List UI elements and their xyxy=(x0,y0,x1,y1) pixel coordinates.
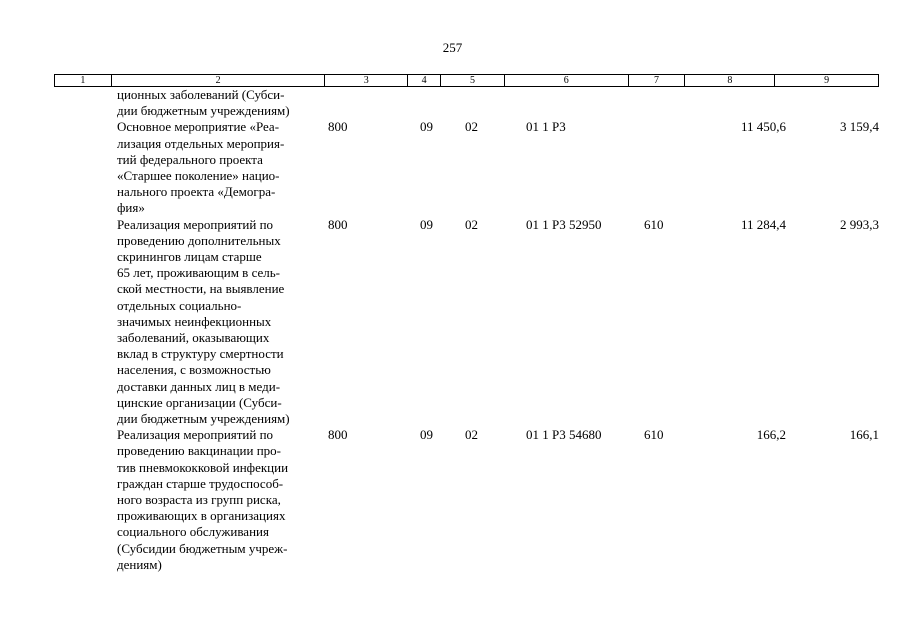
row-amount-8: 166,2 xyxy=(756,427,786,443)
column-header-1: 1 xyxy=(55,75,112,86)
row-code-7: 610 xyxy=(644,216,664,232)
row-code-7: 610 xyxy=(644,427,664,443)
row-code-6: 01 1 P3 54680 xyxy=(526,427,602,443)
row-code-4: 09 xyxy=(420,427,433,443)
column-header-9: 9 xyxy=(824,75,830,86)
column-header-6: 6 xyxy=(505,75,629,86)
row-code-5: 02 xyxy=(465,216,478,232)
row-code-4: 09 xyxy=(420,119,433,135)
table-row xyxy=(117,217,879,428)
table-row xyxy=(117,119,879,216)
table-body xyxy=(117,87,879,573)
row-amount-9: 2 993,3 xyxy=(840,216,879,232)
row-name: Основное мероприятие «Реа- лизация отдельных мероприя- тий федерального проекта «Старшее поколение» нацио- нального проекта «Демогра- фия» xyxy=(117,119,285,216)
column-header-2: 2 xyxy=(112,75,325,86)
row-code-5: 02 xyxy=(465,427,478,443)
row-code-3: 800 xyxy=(328,216,348,232)
row-code-6: 01 1 P3 52950 xyxy=(526,216,602,232)
row-code-3: 800 xyxy=(328,119,348,135)
row-code-3: 800 xyxy=(328,427,348,443)
row-code-5: 02 xyxy=(465,119,478,135)
row-code-6: 01 1 P3 xyxy=(526,119,566,135)
row-amount-9: 166,1 xyxy=(849,427,879,443)
column-header-7: 7 xyxy=(629,75,686,86)
row-name: Реализация мероприятий по проведению вакцинации про- тив пневмококковой инфекции граждан старше трудоспособ- ного возраста из групп риска, проживающих в организациях социального обслуживания (Субсидии бюджетным учреж- дениям) xyxy=(117,427,289,572)
table-header-row xyxy=(54,74,879,87)
column-header-8: 8 xyxy=(685,75,775,86)
row-amount-8: 11 450,6 xyxy=(740,119,786,135)
page-number: 257 xyxy=(442,40,463,55)
column-header-3: 3 xyxy=(325,75,408,86)
column-header-4: 4 xyxy=(408,75,441,86)
column-header-5: 5 xyxy=(441,75,505,86)
row-name: Реализация мероприятий по проведению дополнительных скринингов лицам старше 65 лет, проживающим в сель- ской местности, на выявление отдельных социально- значимых неинфекционных заболеваний, оказывающих вклад в структуру смертности населения, с возможностью доставки данных лиц в меди- цинские организации (Субси- дии бюджетным учреждениям) xyxy=(117,216,290,427)
table-row xyxy=(117,87,879,119)
row-code-4: 09 xyxy=(420,216,433,232)
row-amount-8: 11 284,4 xyxy=(740,216,786,232)
row-name: ционных заболеваний (Субси- дии бюджетным учреждениям) xyxy=(117,87,290,119)
table-row xyxy=(117,427,879,573)
row-amount-9: 3 159,4 xyxy=(840,119,879,135)
